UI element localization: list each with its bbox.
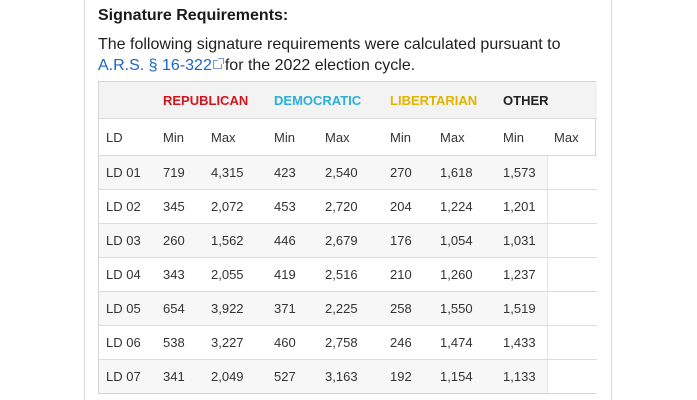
table-cell: 654 [156,292,204,326]
table-row [99,292,597,326]
table-row [99,190,597,224]
table-cell: 210 [383,258,433,292]
table-cell: 1,154 [433,360,496,394]
intro-text-end: for the 2022 election cycle. [224,57,416,74]
column-header: Max [433,119,496,156]
table-cell: LD 01 [99,156,156,190]
table-cell: 3,922 [204,292,267,326]
table-cell: 2,072 [204,190,267,224]
table-cell: 246 [383,326,433,360]
table-row [99,224,597,258]
table-cell: 341 [156,360,204,394]
party-republican: REPUBLICAN [156,82,267,119]
table-cell: 1,133 [496,360,547,394]
table-cell: 1,031 [496,224,547,258]
intro-paragraph [98,34,598,76]
table-cell: 2,049 [204,360,267,394]
table-cell [547,326,597,360]
table-cell: 1,224 [433,190,496,224]
table-cell [547,292,597,326]
table-cell: LD 05 [99,292,156,326]
table-cell: 460 [267,326,318,360]
table-cell: LD 03 [99,224,156,258]
table-cell: 419 [267,258,318,292]
intro-text: The following signature requirements were calculated pursuant to [98,36,561,53]
table-cell: 176 [383,224,433,258]
table-cell [547,156,597,190]
ars-link[interactable]: A.R.S. § 16-322 [98,57,212,74]
table-cell: 4,315 [204,156,267,190]
table-cell [547,258,597,292]
table-row [99,326,597,360]
table-cell: 446 [267,224,318,258]
party-democratic: DEMOCRATIC [267,82,383,119]
table-cell: 204 [383,190,433,224]
table-cell: 1,562 [204,224,267,258]
table-cell: 1,519 [496,292,547,326]
table-cell: 2,758 [318,326,383,360]
column-header: Min [383,119,433,156]
party-header-row [99,82,597,119]
table-cell: 1,618 [433,156,496,190]
column-header-row [99,119,597,156]
table-cell: 527 [267,360,318,394]
table-cell: 2,540 [318,156,383,190]
table-cell: LD 06 [99,326,156,360]
table-cell: LD 04 [99,258,156,292]
table-cell: 2,516 [318,258,383,292]
table-cell: 1,474 [433,326,496,360]
column-header: Min [267,119,318,156]
table-cell: 258 [383,292,433,326]
table-cell: 538 [156,326,204,360]
party-header-blank [99,82,156,119]
table-cell: 2,679 [318,224,383,258]
table-cell: 371 [267,292,318,326]
table-cell [547,190,597,224]
table-cell: 1,433 [496,326,547,360]
table-cell: 270 [383,156,433,190]
table-cell: LD 02 [99,190,156,224]
table-cell: 2,055 [204,258,267,292]
column-header: Max [318,119,383,156]
table-cell: LD 07 [99,360,156,394]
table-cell: 260 [156,224,204,258]
column-header: Max [547,119,597,156]
table-cell: 345 [156,190,204,224]
table-cell: 3,227 [204,326,267,360]
external-link-icon [213,60,222,69]
table-cell: 1,550 [433,292,496,326]
column-header: Max [204,119,267,156]
signature-table [98,81,596,394]
table-cell: 453 [267,190,318,224]
table-row [99,258,597,292]
column-header: Min [156,119,204,156]
section-heading: Signature Requirements: [98,7,289,24]
column-header: LD [99,119,156,156]
party-other: OTHER [496,82,597,119]
table-cell: 1,260 [433,258,496,292]
table-cell: 423 [267,156,318,190]
column-header: Min [496,119,547,156]
table-cell [547,224,597,258]
table-cell: 192 [383,360,433,394]
table-cell: 1,573 [496,156,547,190]
table-cell: 1,054 [433,224,496,258]
table-cell: 2,720 [318,190,383,224]
table-row [99,156,597,190]
table-cell: 2,225 [318,292,383,326]
table-cell: 1,201 [496,190,547,224]
table-cell: 719 [156,156,204,190]
table-cell: 3,163 [318,360,383,394]
table-cell: 343 [156,258,204,292]
party-libertarian: LIBERTARIAN [383,82,496,119]
table-cell [547,360,597,394]
table-row [99,360,597,394]
table-cell: 1,237 [496,258,547,292]
